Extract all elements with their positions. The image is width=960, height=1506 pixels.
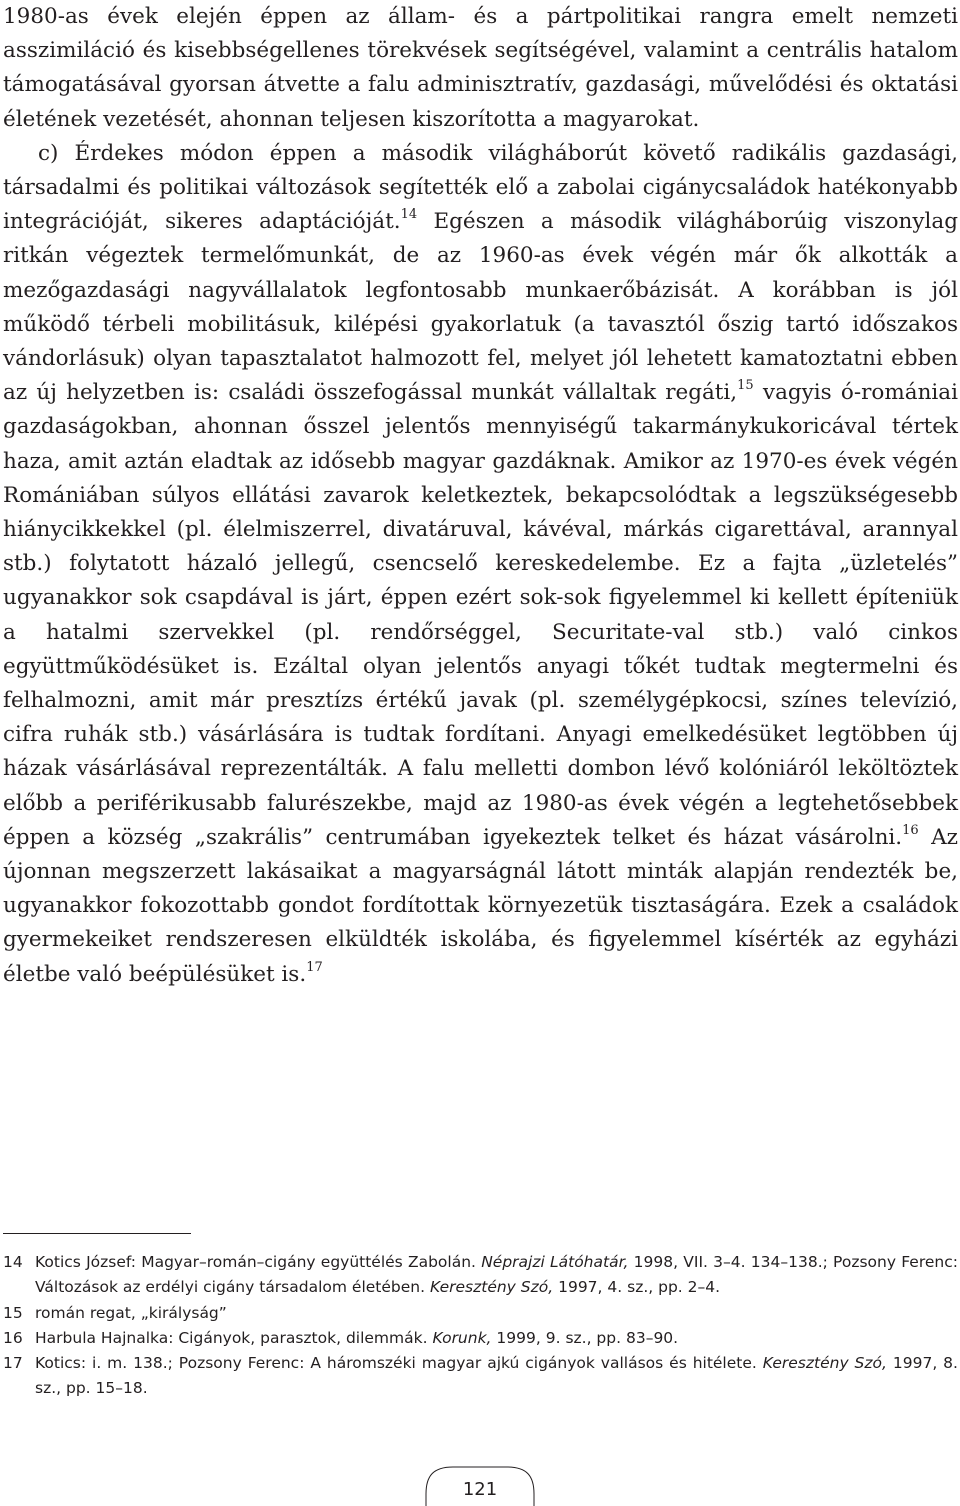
footnote-ref-17[interactable]: 17 — [306, 959, 323, 975]
footnote-text — [35, 1326, 958, 1351]
footnote-15 — [3, 1301, 958, 1326]
footnote-text-part: Kotics: i. m. 138.; Pozsony Ferenc: A háromszéki magyar ajkú cigányok vallásos és hitélete. — [35, 1354, 763, 1373]
main-text — [3, 0, 958, 992]
footnote-ref-15[interactable]: 15 — [737, 378, 754, 394]
footnote-14 — [3, 1250, 958, 1301]
paragraph-1: 1980-as évek elején éppen az állam- és a pártpolitikai rangra emelt nemzeti asszimiláció és kisebbségellenes törekvések segítségével, valamint a centrális hatalom támogatásával gyorsan átvette a falu adminisztratív, gazdasági, művelődési és oktatási életének vezetését, ahonnan teljesen kiszorította a magyarokat. — [3, 4, 958, 132]
footnote-17 — [3, 1351, 958, 1402]
footnote-journal-title: Korunk, — [432, 1328, 492, 1347]
page-number-tab — [425, 1466, 535, 1506]
footnote-number: 14 — [3, 1253, 23, 1271]
footnote-ref-16[interactable]: 16 — [902, 822, 919, 838]
footnote-16 — [3, 1326, 958, 1351]
footnote-text-part: 1997, 4. sz., pp. 2–4. — [553, 1278, 721, 1297]
footnote-number: 16 — [3, 1328, 23, 1347]
footnote-text — [35, 1250, 958, 1301]
footnote-text: román regat, „királyság” — [35, 1303, 227, 1322]
footnote-number: 15 — [3, 1303, 23, 1322]
footnote-text-part: 1999, 9. sz., pp. 83–90. — [491, 1328, 679, 1347]
footnote-journal-title: Keresztény Szó, — [762, 1354, 887, 1373]
footnote-text-part: 1997, 8. sz., pp. 15–18. — [35, 1354, 958, 1398]
footnote-number: 17 — [3, 1354, 23, 1373]
paragraph-2 — [3, 137, 958, 992]
footnote-ref-14[interactable]: 14 — [400, 207, 418, 223]
paragraph-2-text-b: Egészen a második világháborúig viszonylag ritkán végeztek termelőmunkát, de az 1960-as évek végén már ők alkották a mezőgazdasági nagyvállalatok legfontosabb munkaerőbázisát. A korábban is jól működő térbeli mobilitásuk, kilépési gyakorlatuk (a tavasztól őszig tartó időszakos vándorlásuk) olyan tapasztalatot halmozott fel, melyet jól lehetett kamatoztatni ebben az új helyzetben is: családi összefogással munkát vállaltak regáti, — [3, 209, 958, 406]
footnotes — [3, 1250, 958, 1402]
footnote-journal-title: Néprajzi Látóhatár, — [481, 1253, 629, 1271]
paragraph-2-text-c: vagyis ó-romániai gazdaságokban, ahonnan ősszel jelentős mennyiségű takarmánykukoricával tértek haza, amit aztán eladtak az idősebb magyar gazdáknak. Amikor az 1970-es évek végén Romániában súlyos ellátási zavarok keletkeztek, bekapcsolódtak a legszükségesebb hiánycikkekkel (pl. élelmiszerrel, divatáruval, kávéval, márkás cigarettával, arannyal stb.) folytatott házaló jellegű, csencselő kereskedelembe. Ez a fajta „üzletelés” ugyanakkor sok csapdával is járt, éppen ezért sok-sok figyelemmel ki kellett építeniük a hatalmi szervekkel (pl. rendőrséggel, Securitate-val stb.) való cinkos együttműködésüket is. Ezáltal olyan jelentős anyagi tőkét tudtak megtermelni és felhalmozni, amit már presztízs értékű javak (pl. személygépkocsi, színes televízió, cifra ruhák stb.) vásárlására is tudtak fordítani. Anyagi emelkedésüket legtöbben új házak vásárlásával reprezentálták. A falu melletti dombon lévő kolóniáról leköltöztek előbb a periférikusabb falurészekbe, majd az 1980-as évek végén a legtehetősebbek éppen a község „szakrális” centrumában igyekeztek telket és házat vásárolni. — [3, 380, 958, 850]
page-number: 121 — [462, 1479, 498, 1500]
footnote-text — [35, 1351, 958, 1402]
footnote-text-part: Kotics József: Magyar–román–cigány együttélés Zabolán. — [35, 1253, 482, 1271]
footnote-text-part: 1998, VII. 3–4. 134–138.; Pozsony Ferenc: Változások az erdélyi cigány társadalom életében. — [35, 1253, 958, 1297]
footnote-divider — [3, 1233, 191, 1234]
paragraph-2-text-a: c) Érdekes módon éppen a második világháborút követő radikális gazdasági, társadalmi és politikai változások segítették elő a zabolai cigánycsaládok hatékonyabb integrációját, sikeres adaptációját. — [3, 140, 958, 235]
paragraph-2-text-d: Az újonnan megszerzett lakásaikat a magyarságnál látott minták alapján rendezték be, ugyanakkor fokozottabb gondot fordítottak környezetük tisztaságára. Ezek a családok gyermekeiket rendszeresen elküldték iskolába, és figyelemmel kísérték az egyházi életbe való beépülésüket is. — [3, 824, 958, 987]
footnote-text-part: Harbula Hajnalka: Cigányok, parasztok, dilemmák. — [35, 1328, 433, 1347]
footnote-journal-title: Keresztény Szó, — [429, 1278, 554, 1297]
